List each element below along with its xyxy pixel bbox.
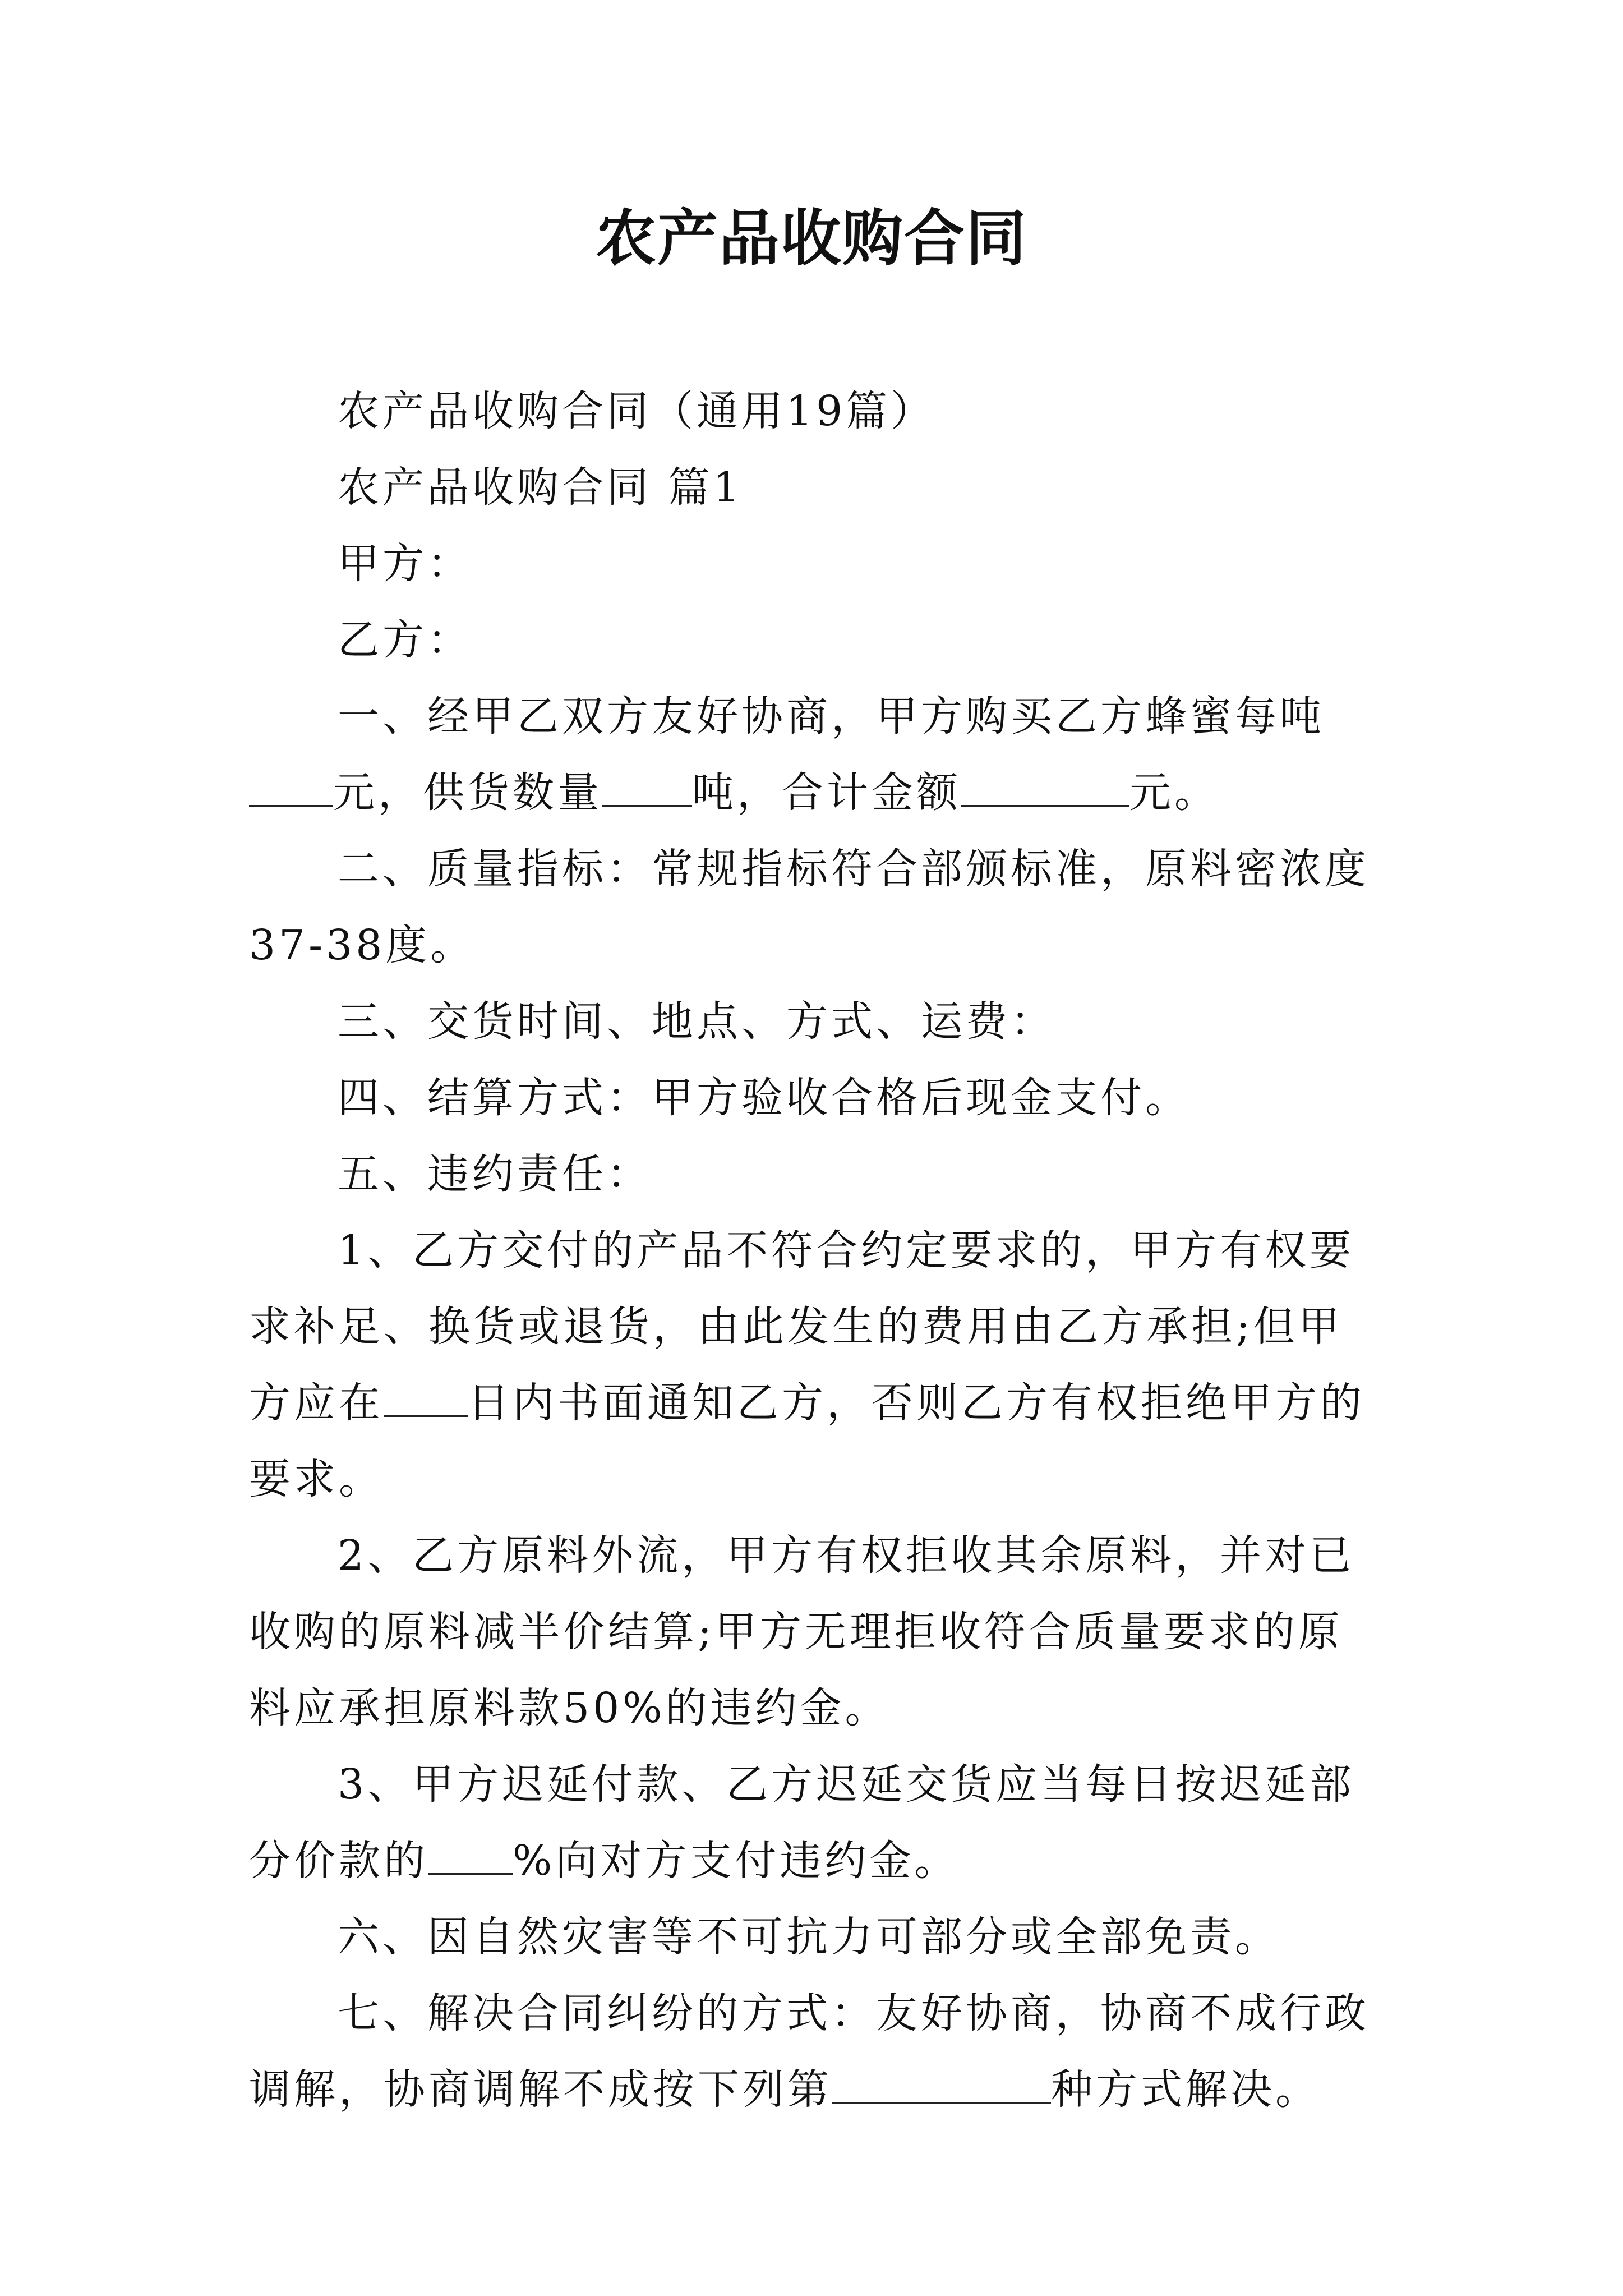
item-3-paragraph: [249, 1746, 1387, 1899]
clause-5-paragraph: 五、违约责任：: [338, 1150, 652, 1198]
document-body: [249, 373, 1387, 2128]
item-1-paragraph: [249, 1212, 1387, 1517]
notice-days-blank: [384, 1382, 468, 1417]
clause-7-paragraph: [249, 1975, 1387, 2128]
item-1-text-a: 1、乙方交付的产品不符合约定要求的，甲方有权要求补足、换货或退货，由此发生的费用由乙方承担;但甲方应在: [249, 1226, 1355, 1427]
clause-6-paragraph: 六、因自然灾害等不可抗力可部分或全部免责。: [338, 1913, 1280, 1961]
clause-1-text-c: 吨，合计金额: [692, 769, 961, 817]
clause-1-text-d: 元。: [1129, 769, 1219, 817]
penalty-rate-blank: [428, 1839, 513, 1875]
resolution-method-blank: [832, 2068, 1051, 2104]
clause-7-text-a: 七、解决合同纠纷的方式：友好协商，协商不成行政调解，协商调解不成按下列第: [249, 1989, 1370, 2114]
clause-4-paragraph: 四、结算方式：甲方验收合格后现金支付。: [338, 1074, 1190, 1122]
section-heading: 农产品收购合同 篇1: [338, 463, 743, 512]
total-amount-blank: [961, 771, 1129, 807]
party-a-line: 甲方：: [338, 540, 472, 588]
clause-2-paragraph: 二、质量指标：常规指标符合部颁标准，原料密浓度37-38度。: [249, 845, 1370, 969]
clause-1-text-b: 元，供货数量: [333, 769, 602, 817]
clause-3-paragraph: 三、交货时间、地点、方式、运费：: [338, 997, 1055, 1046]
item-2-paragraph: 2、乙方原料外流，甲方有权拒收其余原料，并对已收购的原料减半价结算;甲方无理拒收符合质量要求的原料应承担原料款50%的违约金。: [249, 1531, 1355, 1732]
clause-1-text-a: 一、经甲乙双方友好协商，甲方购买乙方蜂蜜每吨: [338, 692, 1325, 740]
clause-7-text-b: 种方式解决。: [1051, 2065, 1320, 2114]
item-3-text-a: 3、甲方迟延付款、乙方迟延交货应当每日按迟延部分价款的: [249, 1760, 1355, 1885]
subtitle-paragraph: 农产品收购合同（通用19篇）: [338, 387, 936, 435]
document-title: 农产品收购合同: [595, 203, 1027, 274]
clause-1-paragraph: [249, 678, 1387, 831]
item-1-text-b: 日内书面通知乙方，否则乙方有权拒绝甲方的要求。: [249, 1379, 1365, 1503]
price-blank: [249, 771, 333, 807]
party-b-line: 乙方：: [338, 616, 472, 664]
item-3-text-b: %向对方支付违约金。: [513, 1837, 960, 1885]
quantity-blank: [602, 771, 692, 807]
